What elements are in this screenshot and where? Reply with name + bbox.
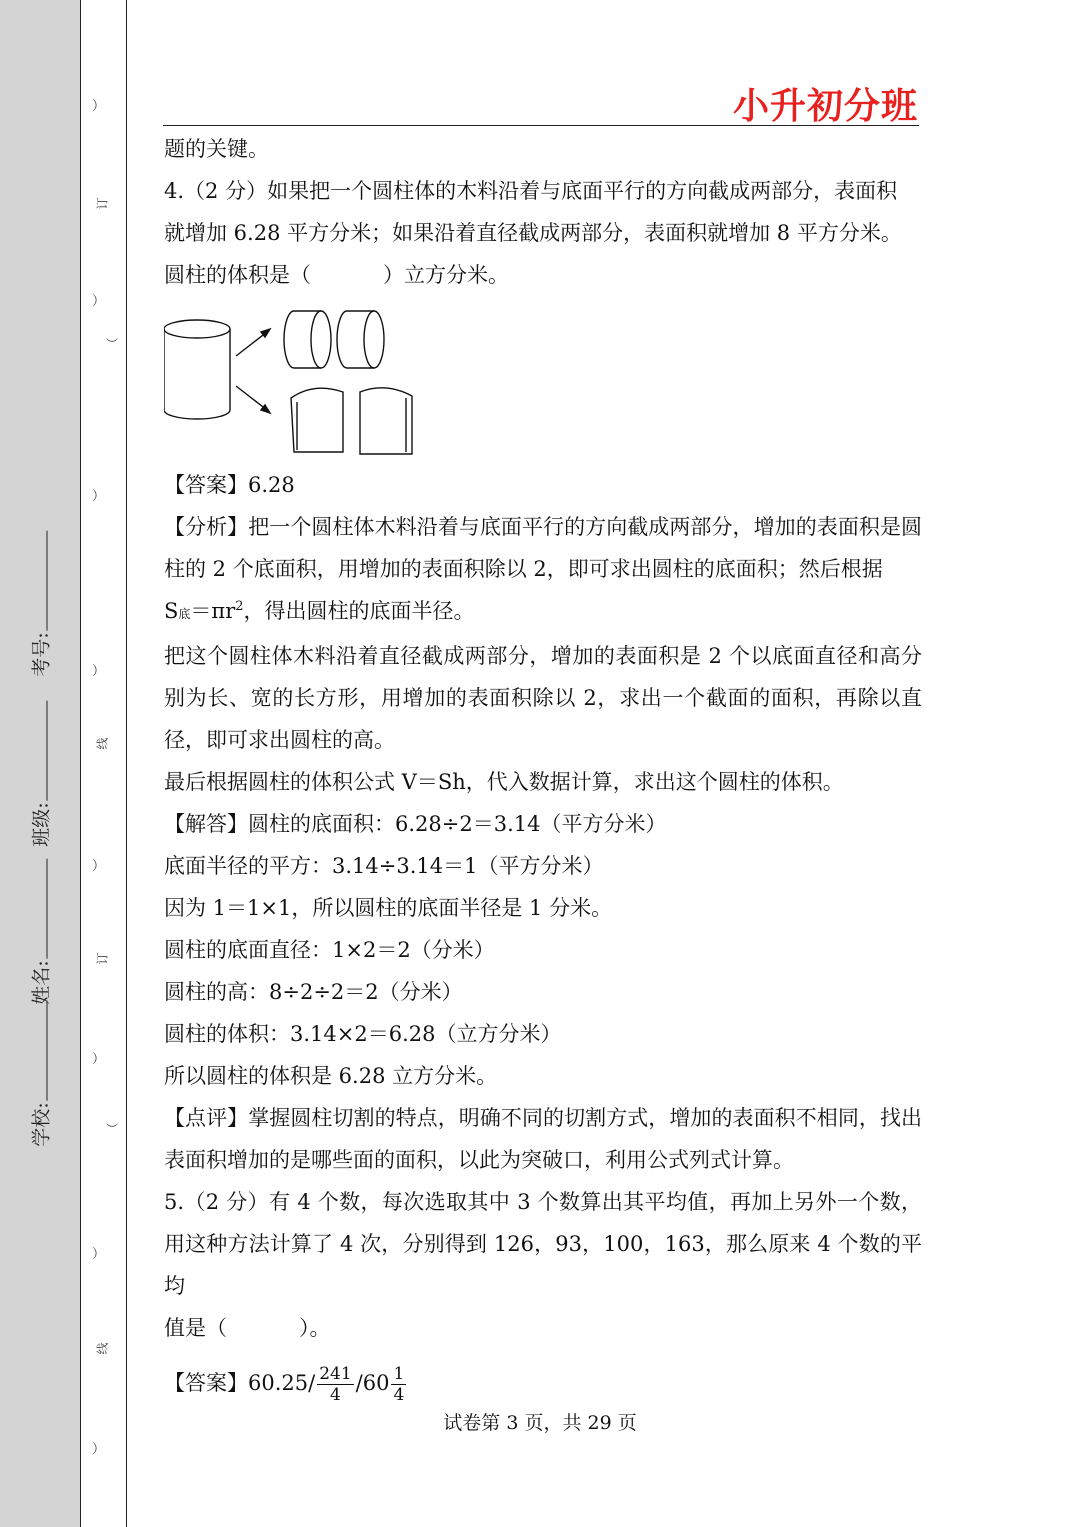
solution-line: 【解答】圆柱的底面积：6.28÷2＝3.14（平方分米） — [164, 812, 667, 836]
binding-char: 订 — [95, 952, 110, 965]
binding-mark: ） — [92, 294, 106, 309]
comment-paragraph: 【点评】掌握圆柱切割的特点，明确不同的切割方式，增加的表面积不相同，找出表面积增加的是哪些面的面积，以此为突破口，利用公式列式计算。 — [164, 1106, 922, 1172]
answer-5: 【答案】60.25/ $\frac{241}{4}$ /60 $\frac{1}{4}$ — [164, 1364, 405, 1405]
binding-char: 订 — [95, 197, 110, 210]
analysis-paragraph: 【分析】把一个圆柱体木料沿着与底面平行的方向截成两部分，增加的表面积是圆柱的 2 个底面积，用增加的表面积除以 2，即可求出圆柱的底面积；然后根据 — [164, 515, 922, 581]
question-5: 5.（2 分）有 4 个数，每次选取其中 3 个数算出其平均值，再加上另外一个数，用这种方法计算了 4 次，分别得到 126，93，100，163，那么原来 4 个数的平均 — [164, 1190, 922, 1298]
analysis-formula-line: S底$=\pi r^2$，得出圆柱的底面半径。 — [164, 599, 475, 623]
header-rule — [163, 125, 919, 126]
binding-mark: ） — [92, 664, 106, 679]
page-footer: 试卷第 3 页，共 29 页 — [443, 1412, 637, 1434]
class-field: 班级: — [27, 700, 54, 846]
binding-char: （ — [105, 1122, 120, 1135]
binding-cut-margin — [81, 0, 127, 1527]
binding-mark: ） — [92, 99, 106, 114]
page-content — [164, 128, 922, 1411]
binding-mark: ） — [92, 1247, 106, 1262]
binding-mark: ） — [92, 1442, 106, 1457]
solution-line: 所以圆柱的体积是 6.28 立方分米。 — [164, 1064, 498, 1088]
cylinder-diagram — [164, 302, 434, 456]
school-field: 学校: — [27, 1000, 54, 1146]
solution-line: 因为 1＝1×1，所以圆柱的底面半径是 1 分米。 — [164, 896, 613, 920]
binding-mark: ） — [92, 859, 106, 874]
solution-line: 圆柱的体积：3.14×2＝6.28（立方分米） — [164, 1022, 562, 1046]
question-4-line: 就增加 6.28 平方分米；如果沿着直径截成两部分，表面积就增加 8 平方分米。 — [164, 221, 902, 245]
binding-mark: ） — [92, 1052, 106, 1067]
name-field: 姓名: — [27, 858, 54, 1004]
analysis-paragraph: 把这个圆柱体木料沿着直径截成两部分，增加的表面积是 2 个以底面直径和高分别为长、宽的长方形，用增加的表面积除以 2，求出一个截面的面积，再除以直径，即可求出圆柱的高。 — [164, 644, 922, 752]
binding-char: 线 — [95, 1342, 110, 1355]
answer-4: 【答案】6.28 — [164, 473, 295, 497]
brand-logo-text: 小升初分班 — [732, 86, 918, 127]
paragraph: 题的关键。 — [164, 137, 269, 161]
binding-mark: ） — [92, 489, 106, 504]
question-5-end: 值是（ ）。 — [164, 1316, 331, 1340]
solution-line: 圆柱的高：8÷2÷2＝2（分米） — [164, 980, 463, 1004]
solution-line: 底面半径的平方：3.14÷3.14＝1（平方分米） — [164, 854, 604, 878]
cylinder-cut-figure — [164, 302, 922, 456]
solution-line: 圆柱的底面直径：1×2＝2（分米） — [164, 938, 495, 962]
exam-number-field: 考号: — [27, 530, 54, 676]
question-4-line: 4.（2 分）如果把一个圆柱体的木料沿着与底面平行的方向截成两部分，表面积 — [164, 179, 898, 203]
analysis-paragraph: 最后根据圆柱的体积公式 V＝Sh，代入数据计算，求出这个圆柱的体积。 — [164, 770, 844, 794]
question-4-line: 圆柱的体积是（ ）立方分米。 — [164, 263, 509, 287]
fraction: $\frac{1}{4}$ — [393, 1364, 405, 1405]
fraction: $\frac{241}{4}$ — [319, 1364, 352, 1405]
binding-char: （ — [105, 337, 120, 350]
binding-char: 线 — [95, 737, 110, 750]
